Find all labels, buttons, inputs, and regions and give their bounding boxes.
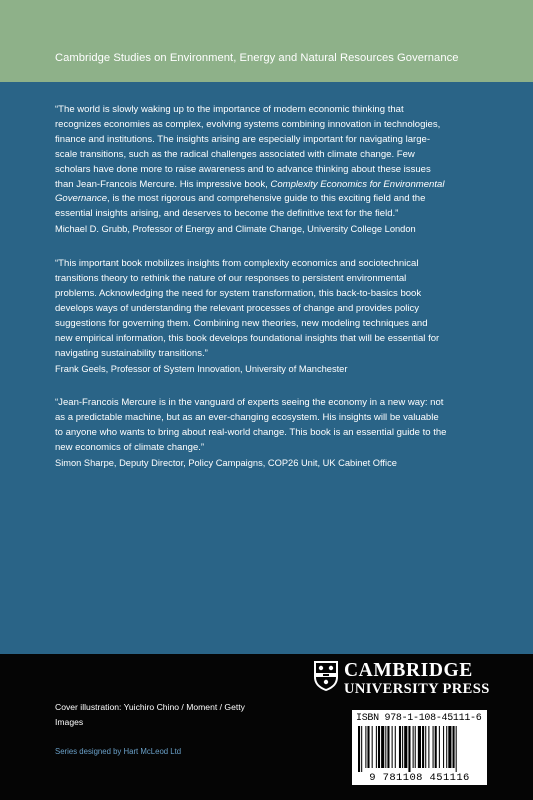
quote-line: problems. Acknowledging the need for system transformation, this back-to-basics book: [55, 287, 422, 299]
quote-line: “The world is slowly waking up to the importance of modern economic thinking that: [55, 104, 404, 115]
quote-line: “This important book mobilizes insights from complexity economics and sociotechnical: [55, 258, 419, 270]
quote-line: essential insights arising, and deserves to become the definitive text for the field.”: [55, 208, 399, 220]
crest-icon: [313, 660, 339, 692]
publisher-logo: [313, 660, 493, 700]
quote-line: new empirical information, this book develops foundational insights that will be essential for: [55, 332, 440, 344]
quote-line: new economics of climate change.”: [55, 442, 205, 454]
quote-line: recognizes economies as complex, evolving systems combining innovation in technologies,: [55, 118, 441, 130]
barcode-bar: [415, 726, 416, 768]
quote-attribution: Frank Geels, Professor of System Innovation, University of Manchester: [55, 363, 348, 374]
barcode-bar: [404, 726, 407, 768]
barcode-bar: [418, 726, 421, 768]
quote-line: “Jean-Francois Mercure is in the vanguard of experts seeing the economy in a new way: not: [55, 397, 444, 409]
quote-line: develops ways of understanding the relevant processes of change and provides policy: [55, 302, 420, 314]
series-band: [0, 0, 533, 82]
quote-line: navigating sustainability transitions.”: [55, 347, 208, 359]
quote-line: suggestions for governing them. Combining new theories, new modeling techniques and: [55, 317, 428, 329]
barcode-bar: [456, 726, 457, 772]
barcode-bar: [399, 726, 401, 768]
isbn-barcode: [352, 710, 487, 785]
endorsement-quote: [55, 257, 495, 376]
quote-line: as a predictable machine, but as an ever-changing ecosystem. His insights will be valuable: [55, 412, 439, 424]
quote-attribution: Michael D. Grubb, Professor of Energy and Climate Change, University College London: [55, 224, 416, 235]
endorsement-quote: [55, 103, 495, 237]
barcode-bar: [395, 726, 396, 768]
barcode-bar: [381, 726, 384, 768]
quote-line: than Jean-Francois Mercure. His impressive book, Complexity Economics for Environmental: [55, 178, 445, 190]
barcode-bar: [413, 726, 414, 768]
barcode-bar: [358, 726, 360, 772]
barcode-bar: [361, 726, 362, 772]
quote-line: finance and institutions. The insights arising are especially important for navigating large-: [55, 133, 431, 145]
endorsement-quotes: [55, 103, 495, 491]
barcode-bar: [425, 726, 426, 768]
barcode-bar: [448, 726, 451, 768]
quote-attribution: Simon Sharpe, Deputy Director, Policy Campaigns, COP26 Unit, UK Cabinet Office: [55, 458, 397, 469]
barcode-bar: [387, 726, 389, 768]
quote-line: scholars have done more to raise awareness and to advance thinking about these issues: [55, 163, 431, 175]
barcode-bar: [367, 726, 369, 768]
barcode-bar: [378, 726, 380, 768]
barcode-bar: [385, 726, 386, 768]
quote-line: to anyone who wants to bring about real-world change. This book is an essential guide to the: [55, 427, 447, 439]
barcode-bar: [443, 726, 444, 768]
barcode-bar: [446, 726, 447, 768]
barcode-bar: [439, 726, 440, 768]
quote-line: transitions theory to rethink the nature of our responses to persistent environmental: [55, 273, 407, 285]
barcode-bar: [428, 726, 429, 768]
barcode-bar: [365, 726, 366, 768]
publisher-subname: UNIVERSITY PRESS: [344, 681, 490, 697]
publisher-wordmark: [344, 660, 490, 697]
barcode-bar: [408, 726, 410, 772]
cover-illustration-credit: Cover illustration: Yuichiro Chino / Moment / Getty Images: [55, 702, 245, 727]
barcode-bars: [356, 726, 483, 772]
barcode-bar: [435, 726, 437, 768]
barcode-bar: [392, 726, 393, 768]
quote-line: scale transitions, such as the radical challenges associated with climate change. Few: [55, 148, 415, 160]
endorsement-quote: [55, 396, 495, 471]
series-design-credit: Series designed by Hart McLeod Ltd: [55, 747, 182, 756]
quote-line: Governance, is the most rigorous and comprehensive guide to this exciting field and the: [55, 193, 426, 205]
publisher-name: CAMBRIDGE: [344, 660, 473, 681]
barcode-bar: [372, 726, 373, 768]
barcode-bar: [453, 726, 455, 768]
barcode-bar: [376, 726, 377, 768]
barcode-bar: [433, 726, 434, 768]
barcode-digits: 9 781108 451116: [369, 772, 470, 784]
series-title: Cambridge Studies on Environment, Energy and Natural Resources Governance: [55, 52, 459, 64]
barcode-bar: [402, 726, 403, 768]
barcode-bar: [422, 726, 424, 768]
isbn-label: ISBN 978-1-108-45111-6: [356, 713, 482, 724]
